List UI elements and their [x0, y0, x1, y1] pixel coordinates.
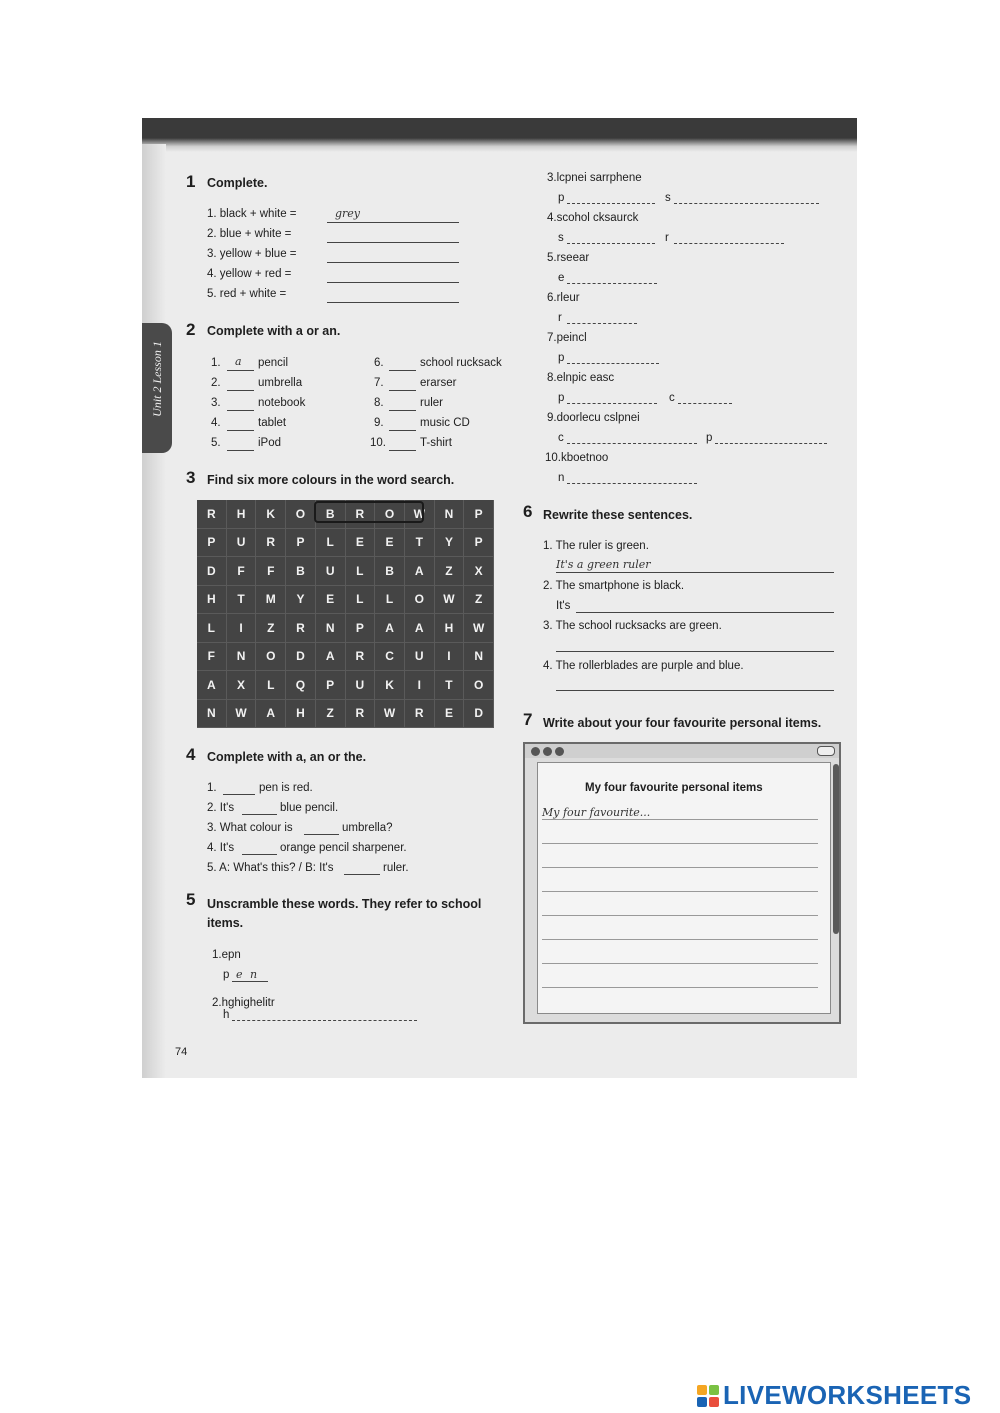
ex5-word-10: 10.kboetnoo — [545, 452, 609, 464]
word-search-cell[interactable]: I — [435, 643, 465, 672]
ex2-blank-1[interactable] — [227, 370, 254, 371]
ex2-num-7: 7. — [374, 377, 384, 389]
word-search-cell[interactable]: K — [375, 671, 405, 700]
ex5-blanks-8a[interactable] — [567, 403, 657, 404]
ex6-item-4: 4. The rollerblades are purple and blue. — [543, 660, 744, 672]
ex6-line-1[interactable] — [556, 572, 834, 573]
word-search-cell[interactable]: R — [346, 700, 376, 729]
ex4-blank-3[interactable] — [304, 834, 339, 835]
word-search-cell[interactable]: O — [405, 586, 435, 615]
ex5-hint-9: c — [558, 432, 564, 444]
word-search-cell[interactable]: R — [405, 700, 435, 729]
word-search-cell[interactable]: E — [375, 529, 405, 558]
word-search-cell[interactable]: D — [197, 557, 227, 586]
ex1-answer-line-2[interactable] — [327, 242, 459, 243]
ex1-item-3: 3. yellow + blue = — [207, 248, 297, 260]
word-search-cell[interactable]: P — [286, 529, 316, 558]
ex2-num-3: 3. — [211, 397, 221, 409]
ex4-blank-5[interactable] — [344, 874, 380, 875]
word-search-cell[interactable]: T — [405, 529, 435, 558]
ex2-num-9: 9. — [374, 417, 384, 429]
word-search-cell[interactable]: W — [464, 614, 494, 643]
ex1-answer-line-1[interactable] — [327, 222, 459, 223]
ex4-item-3-b: umbrella? — [342, 822, 393, 834]
word-search-cell[interactable]: H — [227, 500, 257, 529]
window-close-dot — [531, 747, 540, 756]
ex5-blanks-9b[interactable] — [715, 443, 827, 444]
word-search-cell[interactable]: C — [375, 643, 405, 672]
ex5-hint-1: p — [223, 969, 230, 981]
ex1-item-5: 5. red + white = — [207, 288, 287, 300]
ex5-hint-9b: p — [706, 432, 713, 444]
ex2-blank-4[interactable] — [227, 430, 254, 431]
writing-box-title: My four favourite personal items — [585, 782, 763, 794]
word-search-cell[interactable]: T — [435, 671, 465, 700]
ex5-hint-5: e — [558, 272, 565, 284]
unit-tab: Unit 2 Lesson 1 — [142, 323, 172, 453]
ex2-blank-2[interactable] — [227, 390, 254, 391]
word-search-cell[interactable]: X — [464, 557, 494, 586]
word-search-cell[interactable]: W — [435, 586, 465, 615]
window-pill-icon — [817, 746, 835, 756]
word-search-cell[interactable]: P — [316, 671, 346, 700]
ex5-blanks-4a[interactable] — [567, 243, 655, 244]
ex2-num-1: 1. — [211, 357, 221, 369]
writing-line[interactable] — [542, 843, 818, 844]
ex2-blank-5[interactable] — [227, 450, 254, 451]
word-search-cell[interactable]: L — [256, 671, 286, 700]
ex6-item-3: 3. The school rucksacks are green. — [543, 620, 722, 632]
ex2-blank-9[interactable] — [389, 430, 416, 431]
word-search-cell[interactable]: L — [316, 529, 346, 558]
ex1-answer-line-5[interactable] — [327, 302, 459, 303]
ex2-blank-10[interactable] — [389, 450, 416, 451]
word-search-cell[interactable]: Y — [435, 529, 465, 558]
ex5-title-line-2: items. — [207, 916, 244, 930]
ex5-title-line-1: Unscramble these words. They refer to school — [207, 897, 482, 911]
word-search-cell[interactable]: O — [256, 643, 286, 672]
ex6-line-2[interactable] — [576, 612, 834, 613]
ex5-hint-10: n — [558, 472, 565, 484]
ex3-number: 3 — [186, 468, 196, 487]
ex7-number: 7 — [523, 710, 533, 729]
word-search-cell[interactable]: N — [435, 500, 465, 529]
ex5-hint-2: h — [223, 1009, 230, 1021]
word-search-cell[interactable]: B — [375, 557, 405, 586]
word-search-cell[interactable]: K — [256, 500, 286, 529]
ex1-item-2: 2. blue + white = — [207, 228, 292, 240]
ex4-blank-1[interactable] — [223, 794, 255, 795]
word-search-cell[interactable]: R — [346, 500, 376, 529]
ex6-answer-1: It's a green ruler — [556, 558, 651, 571]
word-search-cell[interactable]: E — [435, 700, 465, 729]
ex5-answer-1: e n — [236, 968, 260, 981]
ex2-title: Complete with a or an. — [207, 324, 341, 338]
page-gutter — [142, 144, 166, 1078]
word-search-cell[interactable]: H — [197, 586, 227, 615]
ex5-blanks-5[interactable] — [567, 283, 657, 284]
word-search-circled-brown — [314, 501, 424, 523]
ex6-item-2: 2. The smartphone is black. — [543, 580, 685, 592]
word-search-cell[interactable]: B — [286, 557, 316, 586]
ex4-item-1-b: pen is red. — [259, 782, 313, 794]
ex3-title: Find six more colours in the word search. — [207, 473, 455, 487]
ex5-hint-6: r — [558, 312, 562, 324]
word-search-cell[interactable]: F — [227, 557, 257, 586]
word-search-cell[interactable]: W — [405, 500, 435, 529]
ex1-number: 1 — [186, 172, 196, 191]
word-search-cell[interactable]: P — [197, 529, 227, 558]
ex2-word-4: tablet — [258, 417, 287, 429]
ex2-number: 2 — [186, 320, 196, 339]
word-search-cell[interactable]: F — [256, 557, 286, 586]
ex5-blanks-9a[interactable] — [567, 443, 697, 444]
ex2-blank-6[interactable] — [389, 370, 416, 371]
ex2-blank-3[interactable] — [227, 410, 254, 411]
word-search-cell[interactable]: D — [286, 643, 316, 672]
ex5-word-6: 6.rleur — [547, 292, 580, 304]
ex5-number: 5 — [186, 890, 196, 909]
ex1-title: Complete. — [207, 176, 268, 190]
writing-area[interactable] — [537, 762, 831, 1014]
word-search-cell[interactable]: Z — [256, 614, 286, 643]
ex4-item-4-a: 4. It's — [207, 842, 235, 854]
word-search-cell[interactable]: P — [464, 500, 494, 529]
word-search-cell[interactable]: E — [316, 586, 346, 615]
word-search-cell[interactable]: U — [405, 643, 435, 672]
word-search-cell[interactable]: Q — [286, 671, 316, 700]
word-search-cell[interactable]: L — [375, 586, 405, 615]
ex1-answer-1: grey — [335, 207, 361, 220]
ex2-word-3: notebook — [258, 397, 306, 409]
window-zoom-dot — [555, 747, 564, 756]
word-search-cell[interactable]: X — [227, 671, 257, 700]
workbook-page — [142, 118, 857, 1078]
word-search-cell[interactable]: Z — [435, 557, 465, 586]
word-search-cell[interactable]: P — [464, 529, 494, 558]
ex2-num-4: 4. — [211, 417, 221, 429]
word-search-cell[interactable]: L — [197, 614, 227, 643]
writing-line[interactable] — [542, 915, 818, 916]
word-search-cell[interactable]: Z — [464, 586, 494, 615]
ex4-blank-2[interactable] — [242, 814, 277, 815]
ex1-answer-line-4[interactable] — [327, 282, 459, 283]
ex2-blank-8[interactable] — [389, 410, 416, 411]
writing-window — [523, 742, 841, 1024]
writing-line[interactable] — [542, 867, 818, 868]
word-search-cell[interactable]: A — [375, 614, 405, 643]
writing-line[interactable] — [542, 939, 818, 940]
ex5-blanks-6[interactable] — [567, 323, 637, 324]
ex5-word-3: 3.lcpnei sarrphene — [547, 172, 642, 184]
word-search-cell[interactable]: O — [464, 671, 494, 700]
ex5-hint-7: p — [558, 352, 565, 364]
ex6-line-4[interactable] — [556, 690, 834, 691]
ex5-blanks-4b[interactable] — [674, 243, 784, 244]
ex2-word-1: pencil — [258, 357, 289, 369]
word-search-cell[interactable]: H — [435, 614, 465, 643]
ex2-num-5: 5. — [211, 437, 221, 449]
word-search-cell[interactable]: N — [227, 643, 257, 672]
ex5-hint-3b: s — [665, 192, 671, 204]
word-search-cell[interactable]: U — [227, 529, 257, 558]
ex6-title: Rewrite these sentences. — [543, 508, 693, 522]
word-search-cell[interactable]: O — [375, 500, 405, 529]
word-search-cell[interactable]: M — [256, 586, 286, 615]
word-search-cell[interactable]: N — [316, 614, 346, 643]
ex4-item-1-a: 1. — [207, 782, 217, 794]
ex5-word-9: 9.doorlecu cslpnei — [547, 412, 640, 424]
word-search-cell[interactable]: B — [316, 500, 346, 529]
ex5-word-8: 8.elnpic easc — [547, 372, 615, 384]
writing-starter: My four favourite... — [542, 806, 651, 819]
ex5-hint-8b: c — [669, 392, 675, 404]
word-search-cell[interactable]: P — [346, 614, 376, 643]
ex5-blanks-10[interactable] — [567, 483, 697, 484]
ex5-blanks-3a[interactable] — [567, 203, 655, 204]
ex2-num-10: 10. — [370, 437, 386, 449]
ex5-word-1: 1.epn — [212, 949, 241, 961]
word-search-cell[interactable]: D — [464, 700, 494, 729]
ex5-blanks-7[interactable] — [567, 363, 659, 364]
ex6-number: 6 — [523, 502, 533, 521]
ex1-item-1: 1. black + white = — [207, 208, 297, 220]
ex6-line-3[interactable] — [556, 651, 834, 652]
ex5-word-7: 7.peincl — [547, 332, 587, 344]
word-search-grid[interactable] — [197, 500, 494, 728]
window-minimize-dot — [543, 747, 552, 756]
ex5-hint-3: p — [558, 192, 565, 204]
word-search-cell[interactable]: W — [227, 700, 257, 729]
word-search-cell[interactable]: Z — [316, 700, 346, 729]
word-search-cell[interactable]: F — [197, 643, 227, 672]
ex2-word-6: school rucksack — [420, 357, 502, 369]
word-search-cell[interactable]: A — [197, 671, 227, 700]
ex2-word-2: umbrella — [258, 377, 303, 389]
logo-text: LIVEWORKSHEETS — [723, 1380, 972, 1410]
ex5-hint-4: s — [558, 232, 564, 244]
word-search-cell[interactable]: E — [346, 529, 376, 558]
word-search-cell[interactable]: Y — [286, 586, 316, 615]
logo-blocks-icon — [697, 1385, 719, 1407]
ex5-word-5: 5.rseear — [547, 252, 590, 264]
writing-line[interactable] — [542, 987, 818, 988]
ex6-item-1: 1. The ruler is green. — [543, 540, 649, 552]
word-search-cell[interactable]: A — [405, 557, 435, 586]
ex4-item-4-b: orange pencil sharpener. — [280, 842, 407, 854]
ex4-item-3-a: 3. What colour is — [207, 822, 293, 834]
ex5-hint-4b: r — [665, 232, 669, 244]
ex5-word-2: 2.hghighelitr — [212, 997, 275, 1009]
word-search-cell[interactable]: A — [405, 614, 435, 643]
ex2-answer-1: a — [235, 355, 242, 368]
ex4-item-5-b: ruler. — [383, 862, 409, 874]
word-search-cell[interactable]: U — [316, 557, 346, 586]
ex2-word-5: iPod — [258, 437, 282, 449]
writing-line[interactable] — [542, 963, 818, 964]
word-search-cell[interactable]: T — [227, 586, 257, 615]
ex5-hint-8: p — [558, 392, 565, 404]
word-search-cell[interactable]: R — [346, 643, 376, 672]
ex2-word-9: music CD — [420, 417, 470, 429]
word-search-cell[interactable]: A — [256, 700, 286, 729]
ex5-blanks-8b[interactable] — [678, 403, 732, 404]
word-search-cell[interactable]: R — [256, 529, 286, 558]
word-search-cell[interactable]: A — [316, 643, 346, 672]
ex2-word-7: erarser — [420, 377, 457, 389]
ex5-blanks-3b[interactable] — [674, 203, 819, 204]
ex2-num-2: 2. — [211, 377, 221, 389]
ex2-blank-7[interactable] — [389, 390, 416, 391]
ex4-blank-4[interactable] — [242, 854, 277, 855]
page-number: 74 — [175, 1046, 188, 1058]
ex4-title: Complete with a, an or the. — [207, 750, 367, 764]
ex2-num-6: 6. — [374, 357, 384, 369]
ex5-word-4: 4.scohol cksaurck — [547, 212, 639, 224]
word-search-cell[interactable]: U — [346, 671, 376, 700]
word-search-cell[interactable]: R — [197, 500, 227, 529]
word-search-cell[interactable]: H — [286, 700, 316, 729]
word-search-cell[interactable]: I — [227, 614, 257, 643]
liveworksheets-logo — [697, 1380, 971, 1411]
ex2-word-8: ruler — [420, 397, 444, 409]
word-search-cell[interactable]: R — [286, 614, 316, 643]
ex4-item-5-a: 5. A: What's this? / B: It's — [207, 862, 334, 874]
ex6-its-2: It's — [556, 600, 571, 612]
ex1-answer-line-3[interactable] — [327, 262, 459, 263]
word-search-cell[interactable]: L — [346, 557, 376, 586]
writing-line[interactable] — [542, 819, 818, 820]
ex2-num-8: 8. — [374, 397, 384, 409]
ex1-item-4: 4. yellow + red = — [207, 268, 292, 280]
ex4-number: 4 — [186, 745, 196, 764]
word-search-cell[interactable]: L — [346, 586, 376, 615]
ex2-word-10: T-shirt — [420, 437, 452, 449]
word-search-cell[interactable]: I — [405, 671, 435, 700]
word-search-cell[interactable]: W — [375, 700, 405, 729]
word-search-cell[interactable]: N — [197, 700, 227, 729]
word-search-cell[interactable]: N — [464, 643, 494, 672]
ex4-item-2-a: 2. It's — [207, 802, 235, 814]
ex4-item-2-b: blue pencil. — [280, 802, 339, 814]
word-search-cell[interactable]: O — [286, 500, 316, 529]
ex7-title: Write about your four favourite personal items. — [543, 716, 822, 730]
window-scrollbar — [833, 764, 839, 934]
ex5-blanks-2[interactable] — [232, 1020, 417, 1021]
writing-line[interactable] — [542, 891, 818, 892]
ex5-blanks-1[interactable] — [232, 981, 268, 982]
